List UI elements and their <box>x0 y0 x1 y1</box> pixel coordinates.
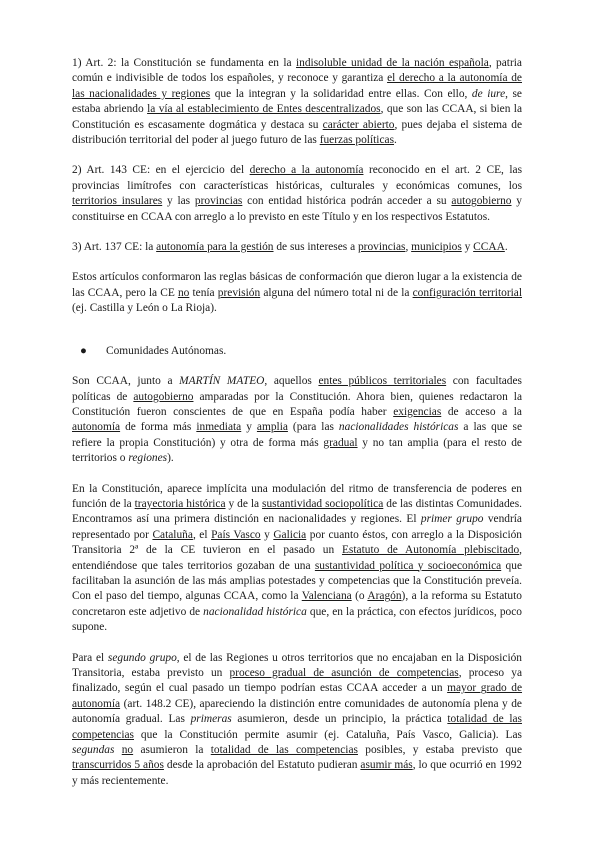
text-run: , entendiéndose que tales territorios gozaban de una <box>72 544 522 572</box>
underlined-text: autogobierno <box>451 195 512 208</box>
underlined-text: asumir más <box>360 759 413 772</box>
text-run: (art. 148.2 CE), apareciendo la distinción entre comunidades de autonomía plena y de autonomía gradual. Las <box>72 697 522 726</box>
underlined-text: no <box>121 744 134 757</box>
underlined-text: Estatuto de Autonomía plebiscitado <box>341 544 520 557</box>
text-run <box>114 744 121 756</box>
underlined-text: el derecho a la autonomía de las nacionalidades y regiones <box>72 72 522 100</box>
text-run: de sus intereses a <box>273 241 358 254</box>
underlined-text: autogobierno <box>133 390 194 403</box>
text-run: reconocido en el art. 2 CE, las provincias limítrofes con características históricas, culturales y económicas comunes, los <box>72 164 522 192</box>
bullet-icon: ● <box>80 344 87 357</box>
text-run: que facilitaban la asunción de las más amplias potestades y competencias que la Constitución preveía. Con el paso del tiempo, algunas CCAA, como la <box>72 559 522 603</box>
text-run: (o <box>351 590 368 603</box>
paragraph-summary <box>72 270 522 316</box>
text-run: , proceso ya finalizado, según el cual pasado un tiempo podrían estas CCAA acceder a un <box>72 667 523 695</box>
text-run: asumieron, desde un principio, la práctica <box>231 713 448 726</box>
text-run: , pues dejaba el sistema de distribución territorial del poder al juego futuro de las <box>72 118 522 147</box>
text-run: y constituirse en CCAA con arreglo a lo previsto en este Título y en los respectivos Estatutos. <box>72 195 522 223</box>
text-run: con entidad histórica podrán acceder a su <box>242 195 452 208</box>
spacer <box>72 332 522 344</box>
italic-text: primer grupo <box>420 513 484 526</box>
text-run: vendría representado por <box>72 513 522 541</box>
paragraph-art-2 <box>72 56 522 148</box>
text-run: que la Constitución permite asumir (ej. Cataluña, País Vasco, Galicia). Las <box>134 728 522 741</box>
underlined-text: indisoluble unidad de la nación española <box>296 57 489 69</box>
paragraph-first-group <box>72 482 522 636</box>
text-run: alguna del número total ni de la <box>260 286 413 299</box>
underlined-text: exigencias <box>393 405 442 418</box>
text-run: 2) Art. 143 CE: en el ejercicio del <box>72 164 250 177</box>
text-run: Son CCAA, junto a <box>72 375 180 388</box>
underlined-text: trayectoria histórica <box>134 497 226 510</box>
underlined-text: inmediata <box>196 421 242 434</box>
text-run: por cuanto éstos, con arreglo a la Disposición Transitoria 2ª de la CE tuvieron en el pasado un <box>72 528 522 557</box>
text-run: que, en la práctica, con efectos jurídicos, poco supone. <box>72 605 522 634</box>
underlined-text: Cataluña <box>152 528 193 541</box>
text-run: En la Constitución, aparece implícita una modulación del ritmo de transferencia de poderes en función de la <box>72 482 522 510</box>
underlined-text: CCAA <box>473 241 505 254</box>
text-run: amparadas por la Constitución. Ahora bien, quienes redactaron la Constitución fueron conscientes de que en España podía haber <box>72 390 523 418</box>
italic-text: regiones <box>128 452 168 465</box>
italic-text: nacionalidad histórica <box>203 605 307 618</box>
text-run: y <box>461 241 474 254</box>
underlined-text: provincias <box>357 241 406 254</box>
text-run: y <box>260 528 274 541</box>
text-run: posibles, y estaba previsto que <box>357 744 523 757</box>
text-run: , patria común e indivisible de todos los españoles, y reconoce y garantiza <box>72 57 522 85</box>
text-run: tenía <box>189 286 218 299</box>
underlined-text: carácter abierto <box>322 118 395 131</box>
text-run: y de la <box>225 497 263 510</box>
italic-text: de iure <box>471 87 506 100</box>
text-run: ), a la reforma su Estatuto concretaron este adjetivo de <box>72 590 522 618</box>
underlined-text: sustantividad sociopolítica <box>262 497 384 510</box>
text-run: que la integran y la solidaridad entre ellas. Con ello, <box>210 87 472 100</box>
underlined-text: municipios <box>411 241 462 254</box>
text-run: de las distintas Comunidades. Encontramos así una primera distinción en nacionalidades y regiones. El <box>72 497 522 526</box>
bullet-item-comunidades <box>72 344 522 359</box>
underlined-text: transcurridos 5 años <box>72 759 164 772</box>
underlined-text: fuerzas políticas <box>319 134 395 147</box>
underlined-text: autonomía para la gestión <box>156 241 274 254</box>
underlined-text: entes públicos territoriales <box>318 375 447 388</box>
paragraph-definition <box>72 374 522 466</box>
underlined-text: configuración territorial <box>412 286 522 299</box>
text-run: Para el <box>72 651 108 664</box>
underlined-text: Galicia <box>273 528 307 541</box>
italic-text: MARTÍN MATEO <box>179 375 265 388</box>
paragraph-second-group <box>72 651 522 790</box>
underlined-text: mayor grado de autonomía <box>72 682 523 710</box>
underlined-text: totalidad de las competencias <box>210 744 358 757</box>
text-run: y no tan amplia (para el resto de territorios o <box>72 436 522 465</box>
italic-text: nacionalidades históricas <box>338 421 459 434</box>
paragraph-art-137 <box>72 240 522 255</box>
text-run: con facultades políticas de <box>72 375 522 403</box>
text-run: y <box>241 421 257 434</box>
bullet-label: Comunidades Autónomas. <box>106 344 227 357</box>
text-run: de forma más <box>120 421 197 434</box>
text-run: de acceso a la <box>441 405 522 418</box>
text-run: desde la aprobación del Estatuto pudieran <box>163 759 361 772</box>
underlined-text: País Vasco <box>211 528 261 541</box>
text-run: (para las <box>287 421 339 434</box>
underlined-text: la vía al establecimiento de Entes descentralizados <box>147 103 381 116</box>
paragraph-art-143 <box>72 163 522 225</box>
text-run: a las que se refiere la propia Constitución) y otra de forma más <box>72 421 523 449</box>
underlined-text: provincias <box>194 195 243 208</box>
text-run: . <box>394 134 397 147</box>
text-run: Estos artículos conformaron las reglas básicas de conformación que dieron lugar a la existencia de las CCAA, pero la CE <box>72 271 522 299</box>
text-run: 1) Art. 2: la Constitución se fundamenta en la <box>72 57 296 69</box>
text-run: , el <box>192 528 212 541</box>
underlined-text: Aragón <box>367 590 402 603</box>
underlined-text: autonomía <box>72 421 121 434</box>
underlined-text: amplia <box>256 421 288 434</box>
italic-text: segundas <box>72 744 115 757</box>
underlined-text: no <box>177 286 190 299</box>
text-run: asumieron la <box>133 744 211 757</box>
text-run: , aquellos <box>264 375 319 388</box>
text-run: 3) Art. 137 CE: la <box>72 241 157 254</box>
text-run: , <box>405 241 412 254</box>
underlined-text: proceso gradual de asunción de competencias <box>229 667 459 679</box>
text-run: . <box>504 241 508 254</box>
underlined-text: territorios insulares <box>72 195 163 208</box>
underlined-text: derecho a la autonomía <box>249 164 364 177</box>
text-run: (ej. Castilla y León o La Rioja). <box>72 302 217 315</box>
underlined-text: sustantividad política y socioeconómica <box>314 559 502 572</box>
text-run: , se estaba abriendo <box>72 87 522 116</box>
italic-text: segundo grupo <box>107 651 177 664</box>
text-run: y las <box>162 195 195 208</box>
text-run: , que son las CCAA, si bien la Constitución es escasamente dogmática y destaca su <box>72 103 522 131</box>
underlined-text: totalidad de las competencias <box>72 713 522 741</box>
text-run: , lo que ocurrió en 1992 y más recientemente. <box>72 759 522 787</box>
underlined-text: Valenciana <box>301 590 352 603</box>
underlined-text: gradual <box>323 436 358 449</box>
document-page <box>72 56 522 804</box>
text-run: , el de las Regiones u otros territorios que no encajaban en la Disposición Transitoria, estaba previsto un <box>72 651 523 679</box>
italic-text: primeras <box>190 713 232 726</box>
text-run: ). <box>167 452 174 465</box>
underlined-text: previsión <box>217 286 261 299</box>
